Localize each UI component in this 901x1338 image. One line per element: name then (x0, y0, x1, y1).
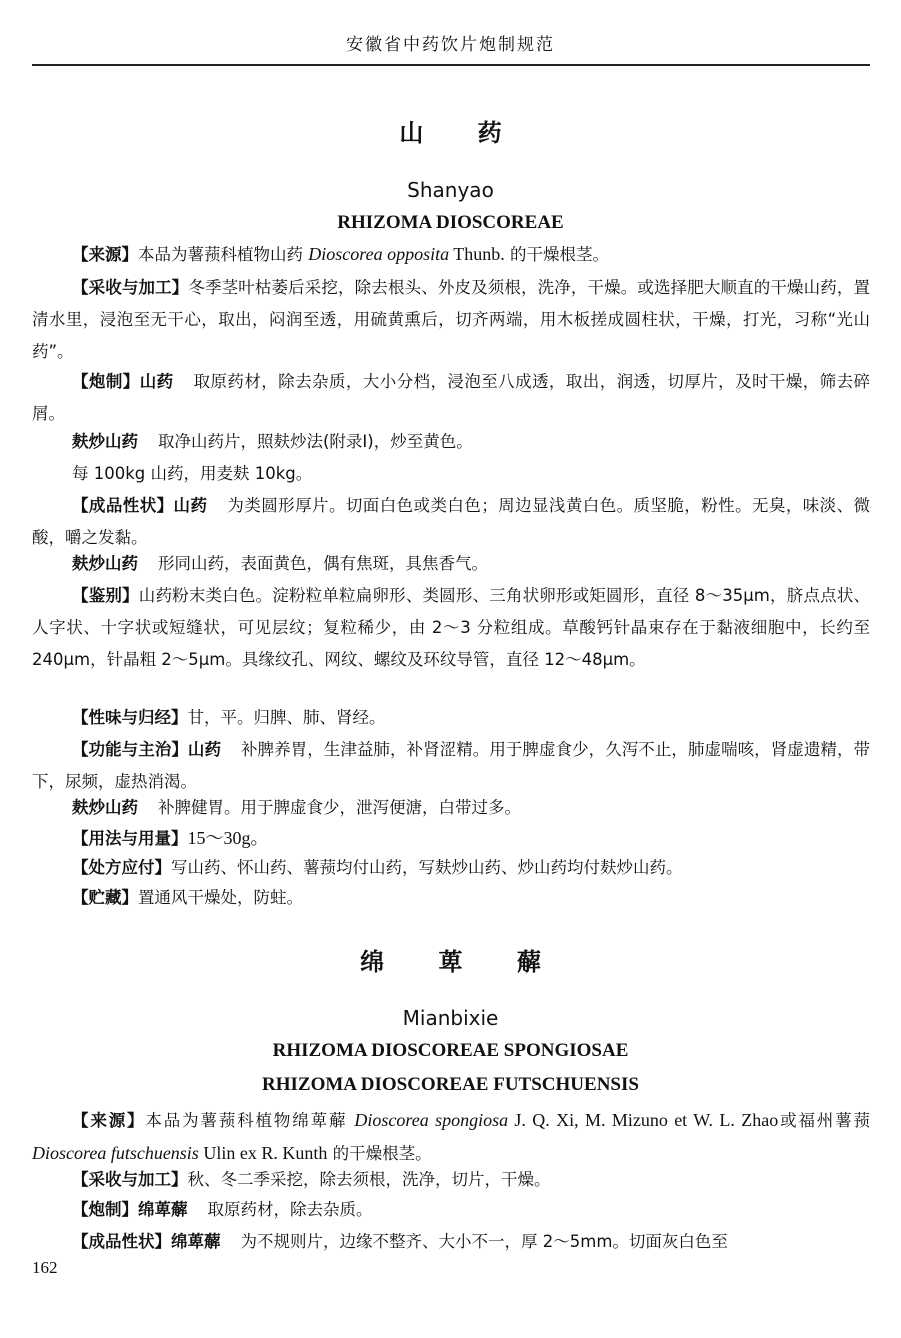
species-name: Dioscorea opposita (308, 244, 450, 264)
section-text: 补脾养胃，生津益肺，补肾涩精。用于脾虚食少，久泻不止，肺虚喘咳，肾虚遗精，带下，尿频，虚热消渴。 (32, 740, 871, 791)
section-label: 【成品性状】 (72, 1232, 171, 1251)
section-label: 【来源】 (72, 1111, 146, 1130)
section-text: 置通风干燥处，防蛀。 (138, 888, 303, 907)
entry-title-pinyin: Mianbixie (402, 1006, 499, 1030)
item-name: 绵萆薢 (138, 1200, 188, 1219)
section-text: 形同山药，表面黄色，偶有焦斑，具焦香气。 (158, 554, 488, 573)
section-label: 【处方应付】 (72, 858, 171, 877)
section-identification (32, 580, 870, 676)
item-name: 山药 (173, 496, 208, 515)
entry-title-cn: 山 药 (399, 119, 502, 147)
section-text: 的干燥根茎。 (327, 1144, 432, 1163)
section-source (32, 1104, 870, 1170)
section-label: 【贮藏】 (72, 888, 138, 907)
section-text: 为不规则片，边缘不整齐、大小不一，厚 2～5mm。切面灰白色至 (240, 1232, 728, 1251)
section-label: 【采收与加工】 (72, 278, 189, 297)
section-storage (32, 882, 870, 914)
section-text: 为类圆形厚片。切面白色或类白色；周边显浅黄白色。质坚脆，粉性。无臭，味淡、微酸，嚼之发黏。 (32, 496, 871, 547)
section-text: 取原药材，除去杂质，大小分档，浸泡至八成透，取出，润透，切厚片，及时干燥，筛去碎屑。 (32, 372, 871, 423)
section-text: 写山药、怀山药、薯蓣均付山药，写麸炒山药、炒山药均付麸炒山药。 (171, 858, 683, 877)
item-name: 麸炒山药 (72, 798, 138, 817)
section-source (32, 238, 870, 271)
entry-title-latin: RHIZOMA DIOSCOREAE SPONGIOSAE (272, 1040, 629, 1061)
section-label: 【性味与归经】 (72, 708, 188, 727)
section-label: 【采收与加工】 (72, 1170, 188, 1189)
section-text: 15～30g。 (187, 828, 269, 848)
section-label: 【来源】 (72, 245, 138, 264)
running-title: 安徽省中药饮片炮制规范 (346, 35, 555, 55)
species-author: Ulin ex R. Kunth (198, 1143, 328, 1163)
entry-title-latin: RHIZOMA DIOSCOREAE FUTSCHUENSIS (262, 1074, 639, 1095)
species-name: Dioscorea futschuensis (32, 1143, 199, 1163)
species-author: J. Q. Xi, M. Mizuno et W. L. Zhao (508, 1110, 779, 1130)
section-function (32, 734, 870, 798)
section-label: 【成品性状】 (72, 496, 174, 515)
section-prescription (32, 852, 870, 884)
entry-title-pinyin: Shanyao (407, 178, 494, 202)
section-character (32, 1226, 870, 1258)
species-author: Thunb. (449, 244, 505, 264)
section-text: 每 100kg 山药，用麦麸 10kg。 (72, 464, 313, 483)
section-processing-fried (32, 426, 870, 458)
section-ratio (32, 458, 870, 490)
section-character-fried (32, 548, 870, 580)
item-name: 麸炒山药 (72, 432, 138, 451)
section-label: 【炮制】 (72, 372, 140, 391)
section-label: 【用法与用量】 (72, 829, 188, 848)
section-harvest (32, 272, 870, 368)
section-text: 本品为薯蓣科植物绵萆薢 (145, 1111, 355, 1130)
item-name: 绵萆薢 (171, 1232, 221, 1251)
species-name: Dioscorea spongiosa (354, 1110, 509, 1130)
section-text: 甘，平。归脾、肺、肾经。 (187, 708, 386, 727)
section-processing (32, 1194, 870, 1226)
section-text: 取原药材，除去杂质。 (207, 1200, 373, 1219)
section-text: 或福州薯蓣 (778, 1111, 870, 1130)
entry-title-cn: 绵 萆 薢 (360, 948, 541, 976)
section-dosage (32, 822, 870, 855)
section-text: 山药粉末类白色。淀粉粒单粒扁卵形、类圆形、三角状卵形或矩圆形，直径 8～35μm，脐点点状、人字状、十字状或短缝状，可见层纹；复粒稀少，由 2～3 分粒组成。草酸钙针晶束存在于黏液细胞中，长约至 240μm，针晶粗 2～5μm。具缘纹孔、网纹、螺纹及环纹导管，直径 12～48μm。 (32, 586, 871, 669)
header-rule (32, 64, 870, 66)
section-text: 本品为薯蓣科植物山药 (138, 245, 309, 264)
entry-title-latin: RHIZOMA DIOSCOREAE (337, 212, 564, 233)
section-label: 【鉴别】 (72, 586, 139, 605)
section-text: 冬季茎叶枯萎后采挖，除去根头、外皮及须根，洗净，干燥。或选择肥大顺直的干燥山药，置清水里，浸泡至无干心，取出，闷润至透，用硫黄熏后，切齐两端，用木板搓成圆柱状，干燥，打光，习称“光山药”。 (32, 278, 871, 361)
section-character (32, 490, 870, 554)
section-text: 秋、冬二季采挖，除去须根，洗净，切片，干燥。 (187, 1170, 551, 1189)
item-name: 麸炒山药 (72, 554, 138, 573)
item-name: 山药 (139, 372, 174, 391)
section-text: 的干燥根茎。 (504, 245, 609, 264)
section-harvest (32, 1164, 870, 1196)
section-function-fried (32, 792, 870, 824)
section-processing (32, 366, 870, 430)
section-text: 补脾健胃。用于脾虚食少，泄泻便溏，白带过多。 (158, 798, 521, 817)
item-name: 山药 (187, 740, 221, 759)
section-label: 【功能与主治】 (72, 740, 188, 759)
section-nature (32, 702, 870, 734)
page-number: 162 (32, 1258, 58, 1277)
section-label: 【炮制】 (72, 1200, 138, 1219)
section-text: 取净山药片，照麸炒法(附录Ⅰ)，炒至黄色。 (158, 432, 473, 451)
